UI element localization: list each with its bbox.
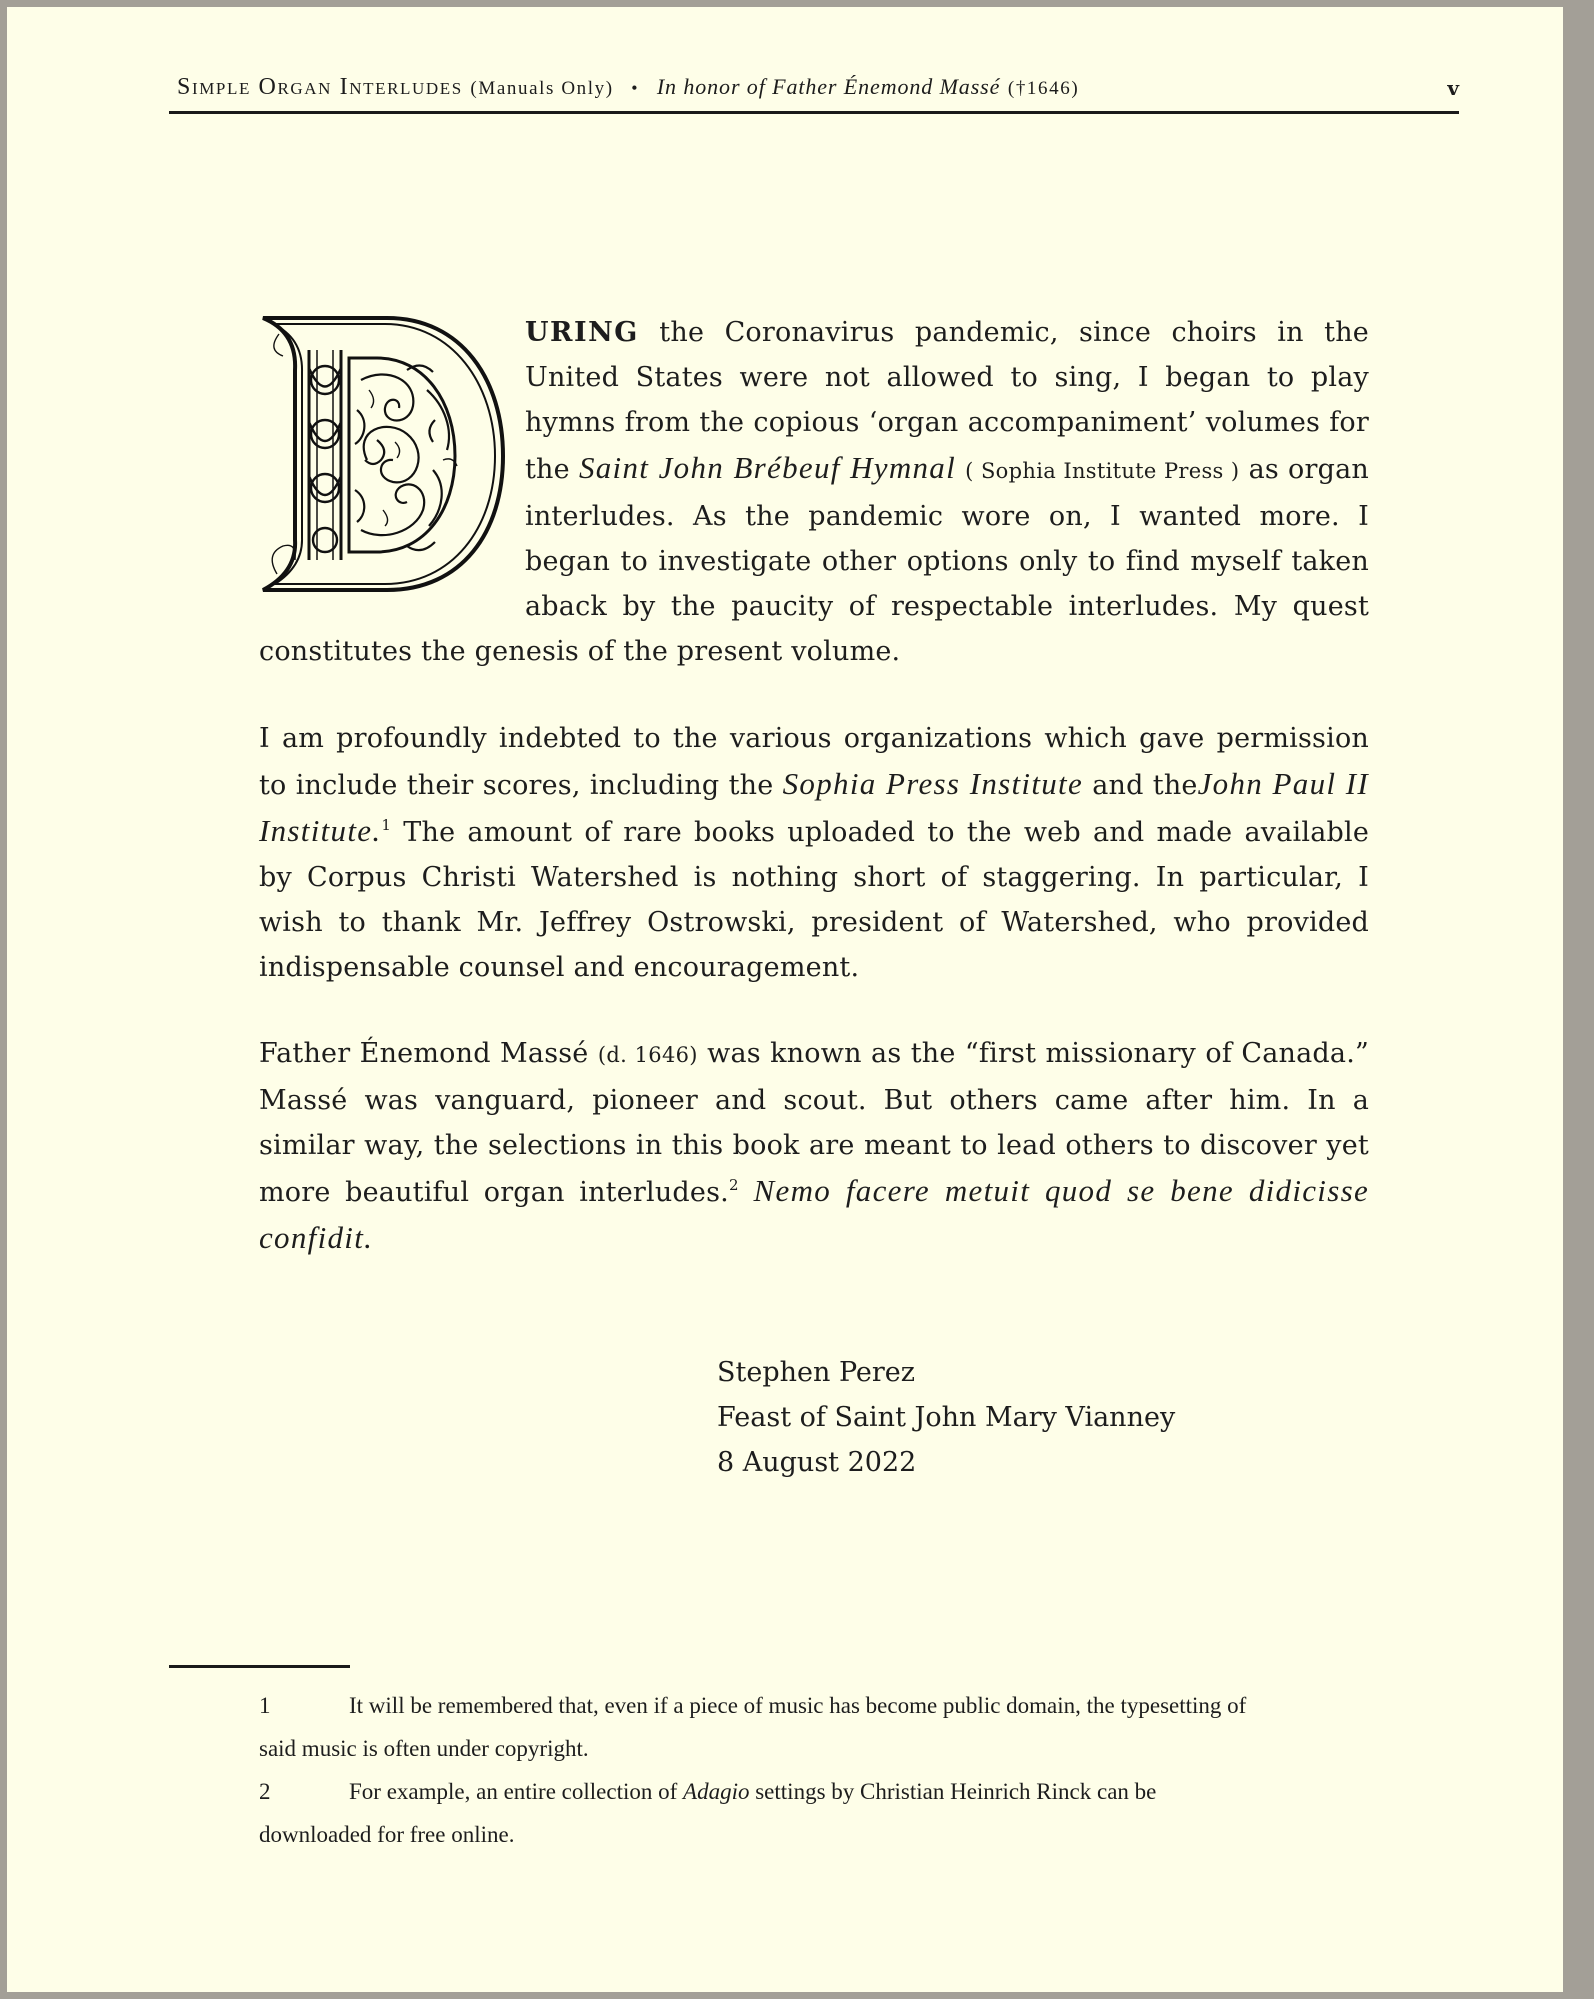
paragraph-masse (259, 1031, 1369, 1262)
header-rule (169, 111, 1459, 114)
p2-text-a: I am profoundly indebted to the various organizations which gave permission to include their scores, including the (259, 723, 1369, 801)
p2-text-b: and the (1083, 770, 1198, 801)
signature-name: Stephen Perez (717, 1357, 915, 1388)
p2-text-d: The amount of rare books uploaded to the web and made available by Corpus Christi Watershed is nothing short of staggering. In particular, I wish to thank Mr. Jeffrey Ostrowski, president of Watershed, who provided indispensable counsel and encouragement. (259, 817, 1369, 983)
page-number: v (1447, 76, 1459, 100)
footnote-rule (169, 1665, 350, 1668)
p3-text-b: was known as the “first missionary of Canada.” Massé was vanguard, pioneer and scout. But others came after him. In a similar way, the selections in this book are meant to lead others to discover yet more beautiful organ interludes. (259, 1038, 1369, 1208)
footnote-text-b: settings by Christian Heinrich Rinck can be downloaded for free online. (259, 1779, 1157, 1847)
ornate-d-initial-icon (257, 310, 509, 598)
footnote-1 (259, 1684, 1259, 1770)
header-bullet: • (631, 78, 640, 98)
running-header (169, 70, 1459, 112)
footnote-italic: Adagio (683, 1779, 750, 1804)
p3-latin-quote: Nemo facere metuit quod se bene didicisse confidit. (259, 1173, 1369, 1255)
footnotes (259, 1684, 1259, 1856)
signature-feast: Feast of Saint John Mary Vianney (717, 1402, 1176, 1433)
footnote-2 (259, 1770, 1259, 1856)
p3-text-a: Father Énemond Massé (259, 1038, 598, 1069)
signature-date: 8 August 2022 (717, 1447, 917, 1478)
header-title: Simple Organ Interludes (177, 74, 463, 100)
signature-block (717, 1350, 1175, 1485)
footnote-ref-1[interactable]: 1 (381, 816, 392, 834)
paragraph-acknowledgements (259, 716, 1369, 990)
drop-cap-lead-word: URING (525, 317, 639, 348)
p2-text-c: . (372, 813, 382, 848)
p2-institute-2: John Paul II Institute (259, 766, 1369, 848)
footnote-text-a: For example, an entire collection of (349, 1779, 684, 1804)
p3-dates: (d. 1646) (597, 1043, 698, 1067)
decorated-initial (257, 310, 509, 598)
header-dedication: In honor of Father Énemond Massé (656, 74, 1001, 99)
p1-publisher: ( Sophia Institute Press ) (965, 459, 1240, 483)
header-subtitle: Manuals Only (478, 78, 606, 99)
p2-institute-1: Sophia Press Institute (782, 766, 1084, 801)
header-dagger-year: (†1646) (1007, 78, 1080, 99)
paragraph-intro (259, 310, 1369, 674)
footnote-number: 1 (259, 1693, 271, 1718)
footnote-text: It will be remembered that, even if a piece of music has become public domain, the typesetting of said music is often under copyright. (259, 1693, 1247, 1761)
p1-hymnal-title: Saint John Brébeuf Hymnal (578, 450, 957, 485)
footnote-number: 2 (259, 1779, 271, 1804)
header-left: Simple Organ Interludes (Manuals Only) • In honor of Father Énemond Massé (†1646) (177, 74, 1080, 100)
p1-text-a: the Coronavirus pandemic, since choirs in the United States were not allowed to sing, I began to play hymns from the copious ‘organ accompaniment’ volumes for the (525, 317, 1369, 485)
footnote-ref-2[interactable]: 2 (728, 1176, 739, 1194)
p1-text-b: as organ interludes. As the pandemic wore on, I wanted more. I began to investigate other options only to find myself taken aback by the paucity of respectable interludes. My quest constitutes the genesis of the present volume. (259, 454, 1369, 667)
